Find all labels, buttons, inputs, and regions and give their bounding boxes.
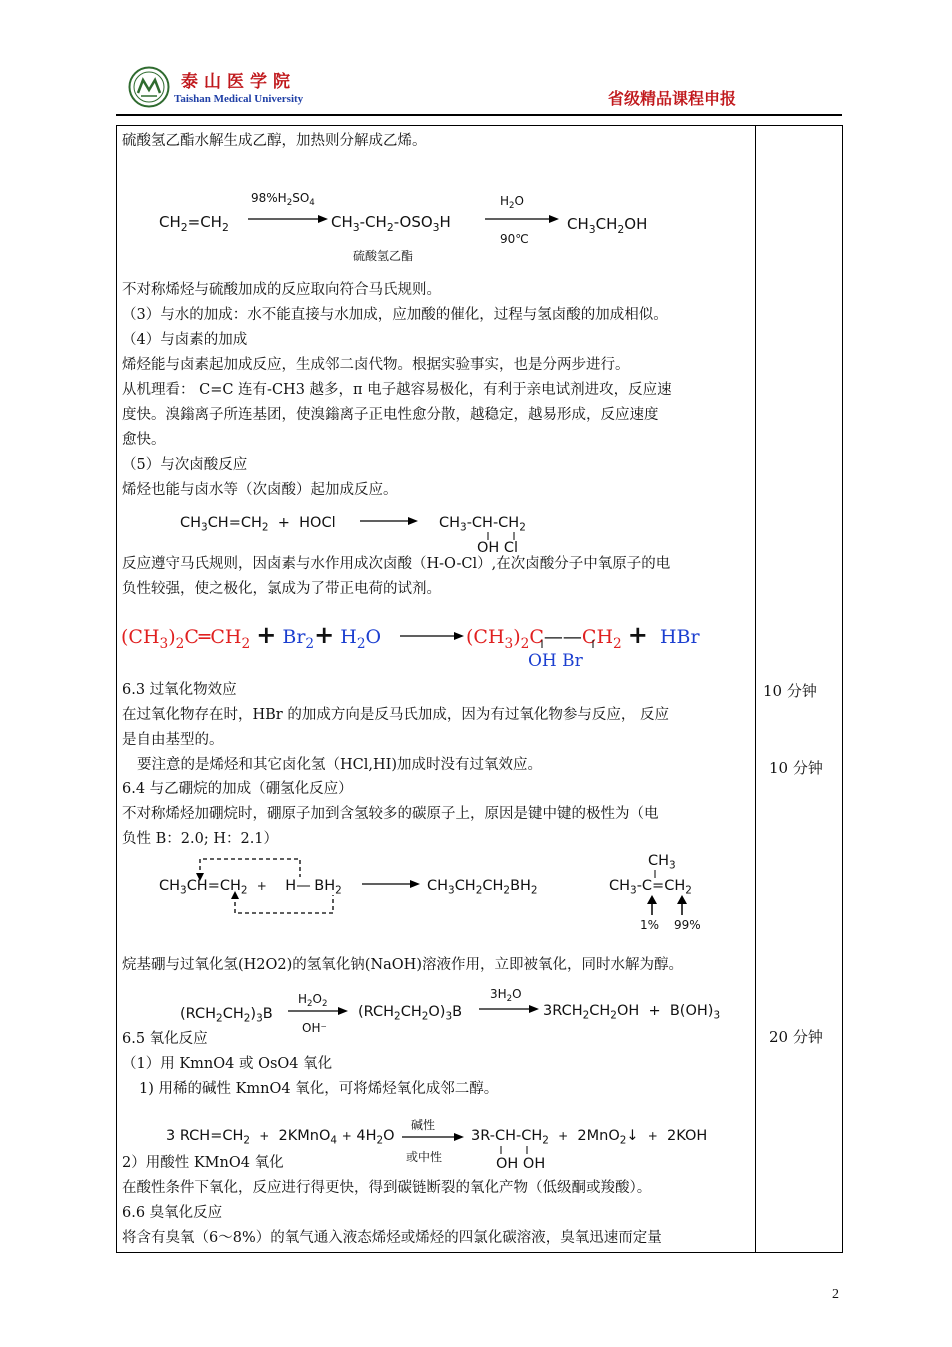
time-allocation: 10 分钟 bbox=[769, 759, 823, 777]
paragraph: 不对称烯烃加硼烷时，硼原子加到含氢较多的碳原子上，原因是键中键的极性为（电 bbox=[122, 806, 659, 822]
paragraph: 1) 用稀的碱性 KmnO4 氧化，可将烯烃氧化成邻二醇。 bbox=[139, 1081, 499, 1097]
r6-condition-top: 碱性 bbox=[411, 1118, 436, 1132]
paragraph: 反应遵守马氏规则，因卤素与水作用成次卤酸（H-O-Cl）,在次卤酸分子中氧原子的电 bbox=[122, 556, 671, 572]
paragraph: 是自由基型的。 bbox=[122, 732, 224, 748]
time-allocation: 10 分钟 bbox=[763, 682, 817, 700]
paragraph: 负性较强，使之极化，氯成为了带正电荷的试剂。 bbox=[122, 581, 441, 597]
r4-pct1: 1% bbox=[640, 918, 660, 932]
r5-reactant: $(RCH_2CH_2)_3B$ bbox=[180, 1006, 273, 1025]
paragraph: 2）用酸性 KMnO4 氧化 bbox=[122, 1155, 284, 1171]
paragraph: 负性 B：2.0; H：2.1） bbox=[122, 831, 279, 847]
r6-product: $3R-CH-CH_2$ + 2MnO$_2$↓ + 2KOH bbox=[471, 1128, 708, 1147]
r4-product: $CH_3CH_2CH_2BH_2$ bbox=[427, 878, 538, 897]
paragraph: 烯烃能与卤素起加成反应，生成邻二卤代物。根据实验事实，也是分两步进行。 bbox=[122, 357, 630, 373]
section-heading: 6.3 过氧化物效应 bbox=[122, 682, 237, 698]
page-header-title: 省级精品课程申报 bbox=[608, 89, 737, 108]
r5-product: $3RCH_2CH_2OH + B(OH)_3$ bbox=[543, 1003, 721, 1022]
r5-condition: OH⁻ bbox=[302, 1021, 327, 1035]
paragraph: （5）与次卤酸反应 bbox=[122, 457, 248, 473]
r4-left: $CH_3CH=CH_2$ + H— $BH_2$ bbox=[159, 878, 342, 897]
section-heading: 6.4 与乙硼烷的加成（硼氢化反应） bbox=[122, 781, 353, 797]
paragraph: 愈快。 bbox=[122, 432, 166, 448]
r1-intermediate-name: 硫酸氢乙酯 bbox=[353, 249, 414, 263]
page-number: 2 bbox=[832, 1287, 839, 1302]
university-logo bbox=[128, 66, 170, 108]
paragraph: 要注意的是烯烃和其它卤化氢（HCl,HI)加成时没有过氧效应。 bbox=[137, 757, 543, 773]
r1-intermediate: $CH_3-CH_2-OSO_3H$ bbox=[331, 213, 451, 234]
paragraph: 不对称烯烃与硫酸加成的反应取向符合马氏规则。 bbox=[122, 282, 441, 298]
paragraph: 度快。溴鎓离子所连基团，使溴鎓离子正电性愈分散，越稳定，越易形成，反应速度 bbox=[122, 407, 659, 423]
r1-reagent2: $H_2O$ bbox=[500, 194, 524, 212]
paragraph: 将含有臭氧（6～8%）的氧气通入液态烯烃或烯烃的四氯化碳溶液，臭氧迅速而定量 bbox=[122, 1230, 662, 1246]
r3-reactants: $(CH_3)_2C═CH_2 + Br_2+ H_2O$ bbox=[121, 620, 382, 652]
r6-condition-bottom: 或中性 bbox=[406, 1150, 443, 1164]
r3-product: $(CH_3)_2C——CH_2$ + HBr bbox=[466, 620, 700, 652]
r6-reactants: 3 $RCH=CH_2$ + 2KMnO$_4$ + $4H_2O$ bbox=[166, 1128, 395, 1147]
r2-substituents: OH Cl bbox=[477, 540, 519, 556]
section-heading: 6.6 臭氧化反应 bbox=[122, 1205, 223, 1221]
header-rule bbox=[116, 114, 842, 116]
r2-product: $CH_3-CH-CH_2$ bbox=[439, 515, 526, 534]
paragraph: （1）用 KmnO4 或 OsO4 氧化 bbox=[122, 1056, 333, 1072]
r1-product: $CH_3CH_2OH$ bbox=[567, 215, 648, 236]
r1-reactant: $CH_2=CH_2$ bbox=[159, 213, 229, 234]
paragraph: 从机理看： C=C 连有-CH3 越多，π 电子越容易极化，有利于亲电试剂进攻，反应速 bbox=[122, 382, 672, 398]
column-divider bbox=[755, 125, 756, 1252]
r4-methyl: $CH_3$ bbox=[648, 853, 676, 872]
r5-reagent2: $3H_2O$ bbox=[490, 987, 522, 1005]
r4-alkene: $CH_3-C=CH_2$ bbox=[609, 878, 692, 897]
r1-condition: 90℃ bbox=[500, 232, 529, 246]
r4-pct2: 99% bbox=[674, 918, 701, 932]
paragraph: 硫酸氢乙酯水解生成乙醇，加热则分解成乙烯。 bbox=[122, 133, 427, 149]
r3-substituents: OH Br bbox=[528, 651, 583, 671]
r5-reagent: $H_2O_2$ bbox=[298, 992, 328, 1010]
paragraph: （4）与卤素的加成 bbox=[122, 332, 248, 348]
section-heading: 6.5 氧化反应 bbox=[122, 1031, 208, 1047]
paragraph: 烯烃也能与卤水等（次卤酸）起加成反应。 bbox=[122, 482, 398, 498]
r5-intermediate: $(RCH_2CH_2O)_3B$ bbox=[358, 1004, 463, 1023]
school-name-en: Taishan Medical University bbox=[174, 93, 304, 105]
school-name-cn: 泰山医学院 bbox=[181, 72, 296, 92]
time-allocation: 20 分钟 bbox=[769, 1028, 823, 1046]
r2-reactants: $CH_3CH=CH_2$ + HOCl bbox=[180, 515, 336, 534]
paragraph: 在过氧化物存在时，HBr 的加成方向是反马氏加成，因为有过氧化物参与反应， 反应 bbox=[122, 707, 669, 723]
paragraph: （3）与水的加成：水不能直接与水加成，应加酸的催化，过程与氢卤酸的加成相似。 bbox=[122, 307, 668, 323]
r6-substituents: OH OH bbox=[496, 1156, 546, 1172]
paragraph: 在酸性条件下氧化，反应进行得更快，得到碳链断裂的氧化产物（低级酮或羧酸）。 bbox=[122, 1180, 652, 1196]
r1-reagent: $98\%H_2SO_4$ bbox=[251, 191, 315, 209]
paragraph: 烷基硼与过氧化氢(H2O2)的氢氧化钠(NaOH)溶液作用，立即被氧化，同时水解为醇。 bbox=[122, 957, 683, 973]
